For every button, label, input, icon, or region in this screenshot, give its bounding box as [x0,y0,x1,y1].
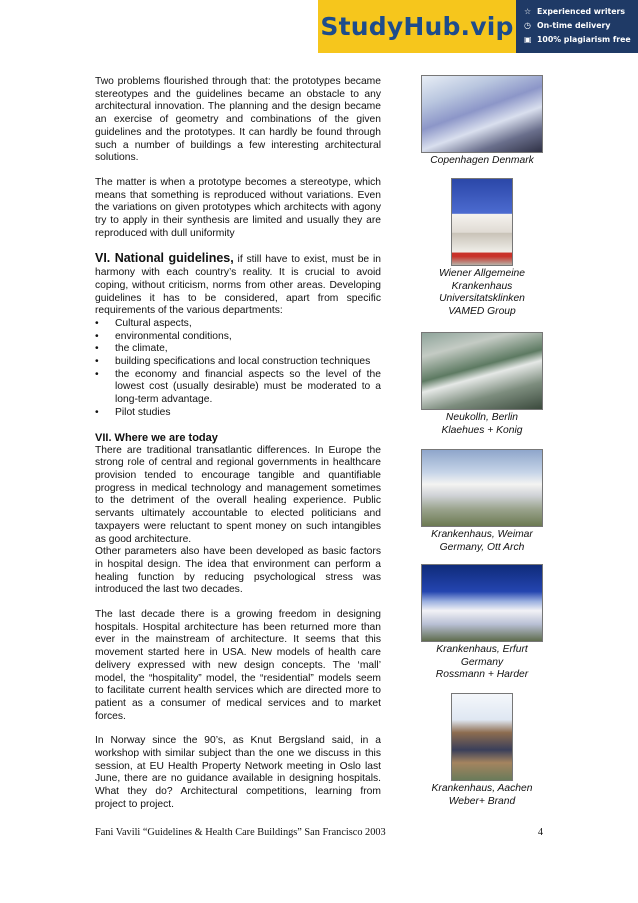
paragraph: Other parameters also have been developed as basic factors in hospital design. The idea that environment can perform a healing function by reducing psychological stress was introduced the last two decades. [95,546,381,596]
figure-caption: Krankenhaus, Erfurt Germany Rossmann + Harder [435,644,529,680]
paragraph: There are traditional transatlantic differences. In Europe the strong role of central and regional governments in healthcare provision tended to encourage tangible and quantifiable progress in medical technology and management sometimes to the detriment of the overall healing experience. Public servants ultimately accountable to elected politicians and taxpayers were reluctant to spent money on such intangibles as good architecture. [95,444,381,545]
requirements-list [95,318,381,420]
page-number: 4 [537,827,543,838]
figure-aachen [412,693,552,808]
feature-item [524,18,638,32]
clock-icon: ◷ [524,20,531,30]
figure-caption: Krankenhaus, Weimar Germany, Ott Arch [431,529,533,553]
figure-caption: Wiener Allgemeine Krankenhaus Universitatsklinken VAMED Group [439,268,525,317]
star-icon: ☆ [524,6,532,16]
hospital-photo [421,449,543,527]
hospital-photo [421,75,543,153]
figure-caption: Neukolln, Berlin Klaehues + Konig [441,412,523,436]
section-text: if still have to exist, must be in harmony with each country’s reality. It is crucial to avoid coping, without criticism, norms from other areas. Developing guidelines it has to be considered, apart from specific requirements of the various departments: [95,254,381,317]
paragraph: Two problems flourished through that: the prototypes became stereotypes and the guidelines became an obstacle to any architectural innovation. The planning and the design became an exercise of geometry and combinations of the given guidelines and the prototypes. It can hardly be found through such a number of buildings a few interesting architectural solutions. [95,76,381,164]
list-item: • Pilot studies [95,407,381,420]
promo-banner[interactable] [318,0,638,53]
paragraph: The matter is when a prototype becomes a stereotype, which means that something is reproduced without variations. Even the variations on given prototypes which architects with agony try to apply in their synthesis are limited and usually they are reproduced with dull uniformity [95,176,381,239]
feature-list [516,0,638,53]
section-heading: VI. National guidelines, [95,251,234,266]
list-item: • the climate, [95,343,381,356]
brand-name: StudyHub.vip [320,12,514,41]
paragraph: The last decade there is a growing freedom in designing hospitals. Hospital architecture has been returned more than ever in the mainstream of architecture. It seems that this movement started here in USA. New models of health care delivery expressed with new design concepts. The ‘mall’ model, the “hospitality” model, the “residential” models seem to facilitate current health services which are directed more to patient as a consumer of medical services and to market forces. [95,609,381,722]
list-item: • Cultural aspects, [95,318,381,331]
main-text-column [95,76,381,824]
feature-text: Experienced writers [537,6,626,16]
feature-item [524,4,638,18]
hospital-photo [421,332,543,410]
figure-caption: Copenhagen Denmark [430,155,534,166]
feature-item [524,32,638,46]
footer-citation: Fani Vavili “Guidelines & Health Care Buildings” San Francisco 2003 [95,827,386,838]
figure-berlin [412,332,552,437]
figure-caption: Krankenhaus, Aachen Weber+ Brand [431,783,533,807]
figure-vienna [412,178,552,318]
section-heading: VII. Where we are today [95,431,218,444]
hospital-photo [451,693,513,781]
figure-copenhagen [412,75,552,168]
page-footer [95,827,543,838]
brand-logo[interactable] [318,0,516,53]
section-vi [95,252,381,318]
feature-text: 100% plagiarism free [537,34,631,44]
feature-text: On-time delivery [537,20,611,30]
figure-weimar [412,449,552,554]
hospital-photo [451,178,513,266]
figure-erfurt [412,564,552,682]
list-item: • the economy and financial aspects so the level of the lowest cost (usually desirable) must be moderated to a long-term advantage. [95,369,381,407]
paragraph: In Norway since the 90’s, as Knut Bergsland said, in a workshop with similar subject than the one we discuss in this session, at EU Health Property Network meeting in Oslo last June, there are no guidance available in designing hospitals. What they do? Architectural competitions, learning from project to project. [95,735,381,810]
hospital-photo [421,564,543,642]
list-item: • environmental conditions, [95,331,381,344]
list-item: • building specifications and local construction techniques [95,356,381,369]
document-check-icon: ▣ [524,34,532,44]
